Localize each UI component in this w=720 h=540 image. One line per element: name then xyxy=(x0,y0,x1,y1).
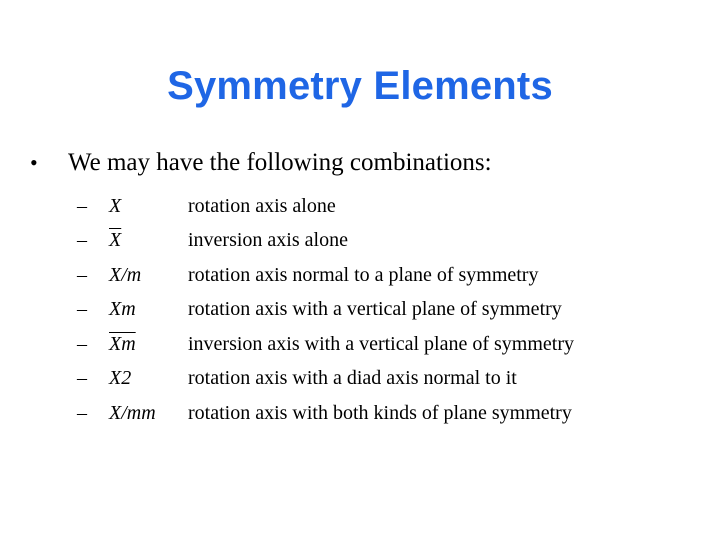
symmetry-symbol xyxy=(109,229,188,252)
list-item xyxy=(77,224,574,259)
symmetry-description: rotation axis alone xyxy=(188,194,336,217)
symbol-text: X xyxy=(109,194,122,217)
symbol-text: X/mm xyxy=(109,401,156,424)
sub-bullet-dash: – xyxy=(77,401,87,424)
bullet-text: We may have the following combinations: xyxy=(68,149,492,176)
list-item xyxy=(77,189,574,224)
main-bullet xyxy=(30,148,492,178)
sub-bullet-dash: – xyxy=(77,332,87,355)
symmetry-symbol xyxy=(109,264,188,287)
sub-bullet-dash: – xyxy=(77,298,87,321)
symbol-text: X/m xyxy=(109,263,142,286)
symmetry-symbol xyxy=(109,333,188,356)
symmetry-description: inversion axis alone xyxy=(188,229,348,252)
list-item xyxy=(77,293,574,328)
slide-title: Symmetry Elements xyxy=(167,64,553,108)
symmetry-symbol xyxy=(109,367,188,390)
symmetry-description: inversion axis with a vertical plane of symmetry xyxy=(188,332,575,355)
sub-bullet-dash: – xyxy=(77,367,87,390)
list-item xyxy=(77,396,574,431)
symbol-text: $\overline{Xm}$ xyxy=(109,332,136,355)
symbol-text: Xm xyxy=(109,298,136,321)
bullet-marker: • xyxy=(30,150,38,175)
list-item xyxy=(77,258,574,293)
symbol-text: X2 xyxy=(109,367,132,390)
symmetry-description: rotation axis with both kinds of plane symmetry xyxy=(188,401,572,424)
symmetry-symbol xyxy=(109,402,188,425)
sub-bullet-dash: – xyxy=(77,194,87,217)
symmetry-description: rotation axis normal to a plane of symmetry xyxy=(188,263,539,286)
symbol-text: $\overline{X}$ xyxy=(109,229,122,252)
list-item xyxy=(77,327,574,362)
symmetry-symbol xyxy=(109,195,188,218)
list-item xyxy=(77,362,574,397)
symmetry-symbol xyxy=(109,298,188,321)
combination-list xyxy=(77,189,574,431)
sub-bullet-dash: – xyxy=(77,229,87,252)
sub-bullet-dash: – xyxy=(77,263,87,286)
symmetry-description: rotation axis with a diad axis normal to it xyxy=(188,367,517,390)
symmetry-description: rotation axis with a vertical plane of symmetry xyxy=(188,298,562,321)
